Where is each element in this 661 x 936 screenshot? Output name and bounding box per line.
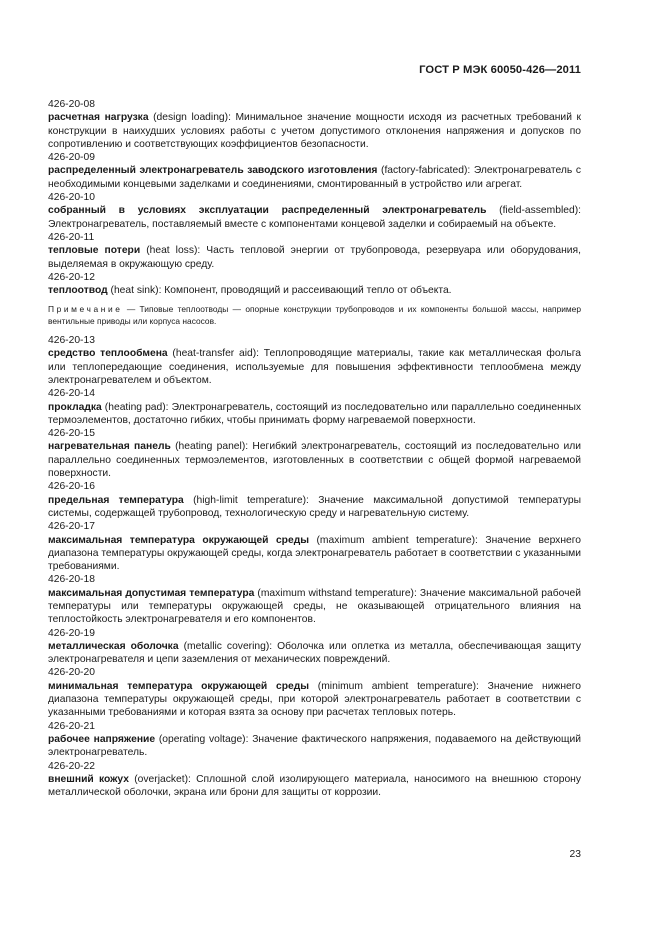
entry-text: (high-limit temperature): Значение максимальной допустимой температуры системы, содержащей трубопровод, технологическую среду и нагревательную систему.: [48, 494, 581, 519]
entry-text: (maximum withstand temperature): Значение максимальной рабочей температуры или температуры окружающей среды, не оказывающей отрицательного влияния на теплостойкость электронагревателя и его компонентов.: [48, 587, 581, 626]
entry-term: прокладка: [48, 401, 102, 413]
entry-definition: [48, 347, 581, 387]
entry-text: (design loading): Минимальное значение мощности исходя из расчетных требований к конструкции в наихудших условиях работы с учетом допустимого отклонения напряжения и допусков по сопротивлению и соответствующих коэффициентов безопасности.: [48, 112, 581, 150]
entry-term: теплоотвод: [48, 285, 108, 297]
entry-definition: [48, 680, 581, 720]
entry-text: (heat loss): Часть тепловой энергии от трубопровода, резервуара или оборудования, выделяемая в окружающую среду.: [48, 245, 581, 270]
entry-code: 426-20-11: [48, 231, 95, 243]
entry-definition: [48, 534, 581, 574]
entry-text: (maximum ambient temperature): Значение верхнего диапазона температуры окружающей среды, когда электронагреватель работает в соответствии с указанными требованиями.: [48, 534, 581, 573]
page-number: 23: [569, 849, 581, 860]
entry-text: (heating pad): Электронагреватель, состоящий из последовательно или параллельно соединенных термоэлементов, достаточно гибких, чтобы принимать форму нагреваемой поверхности.: [48, 401, 581, 426]
entry-term: максимальная температура окружающей среды: [48, 534, 310, 546]
definitions-list: [48, 98, 581, 799]
entry-term: тепловые потери: [48, 245, 141, 257]
entry-code: 426-20-13: [48, 335, 95, 347]
entry-definition: [48, 284, 581, 297]
entry-code: 426-20-18: [48, 574, 95, 586]
entry-text: (overjacket): Сплошной слой изолирующего материала, наносимого на внешнюю сторону металлической оболочки, экрана или брони для защиты от коррозии.: [48, 773, 581, 799]
entry-definition: [48, 401, 581, 428]
entry-definition: [48, 111, 581, 151]
entry-code: 426-20-19: [48, 627, 95, 639]
entry-definition: [48, 164, 581, 191]
entry-term: внешний кожух: [48, 773, 130, 785]
entry-text: (operating voltage): Значение фактического напряжения, подаваемого на действующий электронагреватель.: [48, 733, 581, 759]
entry-definition: [48, 733, 581, 760]
entry-code: 426-20-15: [48, 428, 95, 440]
entry-definition: [48, 587, 581, 627]
entry-term: средство теплообмена: [48, 348, 168, 360]
entry-code: 426-20-14: [48, 388, 95, 400]
entry-text: (minimum ambient temperature): Значение нижнего диапазона температуры окружающей среды, при которой электронагреватель работает в соответствии с указанными требованиями и которая взята за основу при расчетах тепловых потерь.: [48, 680, 581, 719]
entry-text: (metallic covering): Оболочка или оплетка из металла, обеспечивающая защиту электронагревателя и цепи заземления от механических повреждений.: [48, 640, 581, 666]
entry-code: 426-20-12: [48, 271, 95, 283]
entry-code: 426-20-21: [48, 720, 95, 732]
entry-term: расчетная нагрузка: [48, 112, 149, 124]
entry-term: распределенный электронагреватель заводского изготовления: [48, 165, 378, 177]
entry-term: нагревательная панель: [48, 441, 171, 453]
entry-definition: [48, 204, 581, 231]
entry-definition: [48, 440, 581, 480]
entry-note: [48, 304, 581, 327]
entry-definition: [48, 494, 581, 521]
entry-term: минимальная температура окружающей среды: [48, 680, 310, 692]
entry-code: 426-20-20: [48, 667, 95, 679]
entry-text: (heating panel): Негибкий электронагреватель, состоящий из последовательно или параллельно соединенных термоэлементов, изготовленных в соответствии с общей формой нагреваемой поверхности.: [48, 441, 581, 480]
entry-text: (heat-transfer aid): Теплопроводящие материалы, такие как металлическая фольга или теплопередающие соединения, используемые для повышения эффективности теплообмена между электронагревателем и объектом.: [48, 348, 581, 386]
entry-code: 426-20-17: [48, 521, 95, 533]
note-text: — Типовые теплоотводы — опорные конструкции трубопроводов и их компоненты большой массы, например вентильные приводы или корпуса насосов.: [48, 304, 581, 326]
entry-term: предельная температура: [48, 494, 184, 506]
entry-code: 426-20-22: [48, 760, 95, 772]
entry-code: 426-20-09: [48, 152, 95, 164]
entry-code: 426-20-10: [48, 192, 95, 204]
entry-definition: [48, 773, 581, 800]
entry-definition: [48, 640, 581, 667]
entry-code: 426-20-08: [48, 99, 95, 110]
entry-term: металлическая оболочка: [48, 640, 179, 652]
note-label: Примечание: [48, 304, 123, 315]
entry-code: 426-20-16: [48, 481, 95, 493]
document-header: ГОСТ Р МЭК 60050-426—2011: [419, 64, 581, 76]
entry-text: (heat sink): Компонент, проводящий и рассеивающий тепло от объекта.: [107, 285, 452, 297]
entry-text: (field-assembled): Электронагреватель, поставляемый вместе с компонентами концевой заделки и собираемый на объекте.: [48, 205, 581, 230]
entry-term: собранный в условиях эксплуатации распределенный электронагреватель: [48, 205, 487, 217]
entry-term: максимальная допустимая температура: [48, 587, 255, 599]
entry-term: рабочее напряжение: [48, 733, 156, 745]
entry-definition: [48, 244, 581, 271]
entry-text: (factory-fabricated): Электронагреватель с необходимыми концевыми заделками и соединениями, смонтированный в устройство или агрегат.: [48, 165, 581, 190]
